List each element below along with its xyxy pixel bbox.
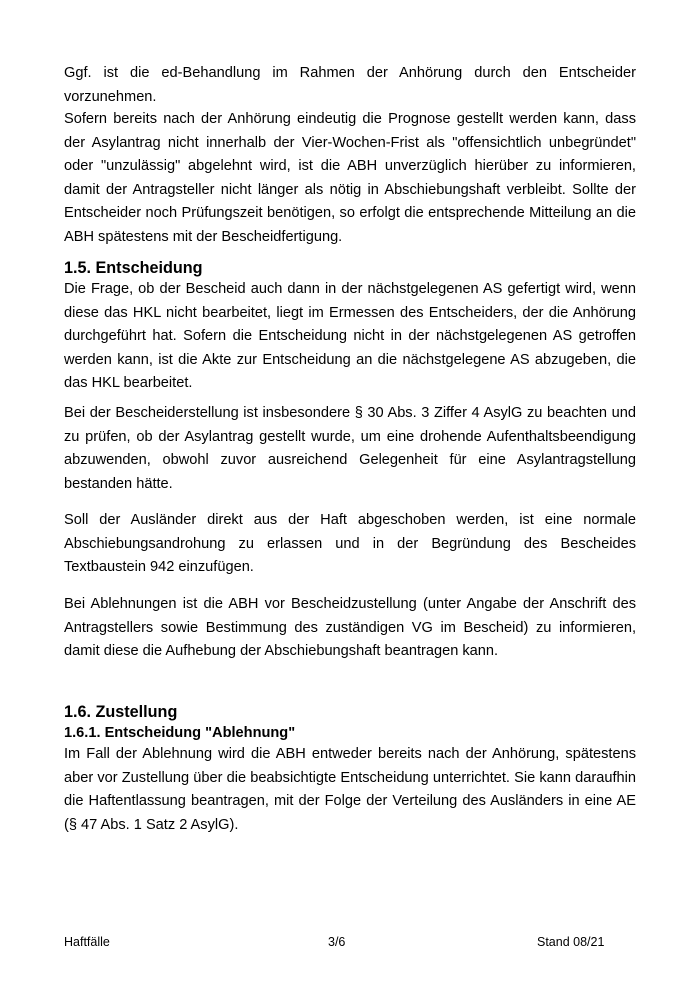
footer-title: Haftfälle	[64, 935, 110, 949]
footer-version: Stand 08/21	[537, 935, 605, 949]
paragraph-bescheiderstellung: Bei der Bescheiderstellung ist insbesondere § 30 Abs. 3 Ziffer 4 AsylG zu beachten und zu prüfen, ob der Asylantrag gestellt wurde, um eine drohende Aufenthaltsbeendigung abzuwenden, obwohl zuvor ausreichend Gelegenheit für eine Asylantragstellung bestanden hätte.	[64, 405, 636, 492]
heading-zustellung: 1.6. Zustellung	[64, 703, 178, 721]
paragraph-ablehnungen: Bei Ablehnungen ist die ABH vor Bescheidzustellung (unter Angabe der Anschrift des Antragstellers sowie Bestimmung des zuständigen VG im Bescheid) zu informieren, damit diese die Aufhebung der Abschiebungshaft beantragen kann.	[64, 596, 636, 659]
paragraph-bescheid-frage: Die Frage, ob der Bescheid auch dann in der nächstgelegenen AS gefertigt wird, wenn diese das HKL nicht bearbeitet, liegt im Ermessen des Entscheiders, der die Anhörung durchgeführt hat. Sofern die Entscheidung nicht in der nächstgelegenen AS getroffen werden kann, ist die Akte zur Entscheidung an die nächstgelegene AS abzugeben, die das HKL bearbeitet.	[64, 281, 636, 391]
paragraph-ed-behandlung: Ggf. ist die ed-Behandlung im Rahmen der Anhörung durch den Entscheider vorzunehmen.	[64, 65, 636, 105]
paragraph-prognose: Sofern bereits nach der Anhörung eindeutig die Prognose gestellt werden kann, dass der Asylantrag nicht innerhalb der Vier-Wochen-Frist als "offensichtlich unbegründet" oder "unzulässig" abgelehnt wird, ist die ABH unverzüglich hierüber zu informieren, damit der Antragsteller nicht länger als nötig in Abschiebungshaft verbleibt. Sollte der Entscheider noch Prüfungszeit benötigen, so erfolgt die entsprechende Mitteilung an die ABH spätestens mit der Bescheidfertigung.	[64, 111, 636, 245]
paragraph-abschiebung-haft: Soll der Ausländer direkt aus der Haft abgeschoben werden, ist eine normale Abschiebungsandrohung zu erlassen und in der Begründung des Bescheides Textbaustein 942 einzufügen.	[64, 512, 636, 575]
paragraph-fall-ablehnung: Im Fall der Ablehnung wird die ABH entweder bereits nach der Anhörung, spätestens aber vor Zustellung über die beabsichtigte Entscheidung unterrichtet. Sie kann daraufhin die Haftentlassung beantragen, mit der Folge der Verteilung des Ausländers in eine AE (§ 47 Abs. 1 Satz 2 AsylG).	[64, 746, 636, 833]
footer-page-number: 3/6	[328, 935, 346, 949]
heading-entscheidung: 1.5. Entscheidung	[64, 259, 203, 277]
heading-entscheidung-ablehnung: 1.6.1. Entscheidung "Ablehnung"	[64, 725, 296, 741]
